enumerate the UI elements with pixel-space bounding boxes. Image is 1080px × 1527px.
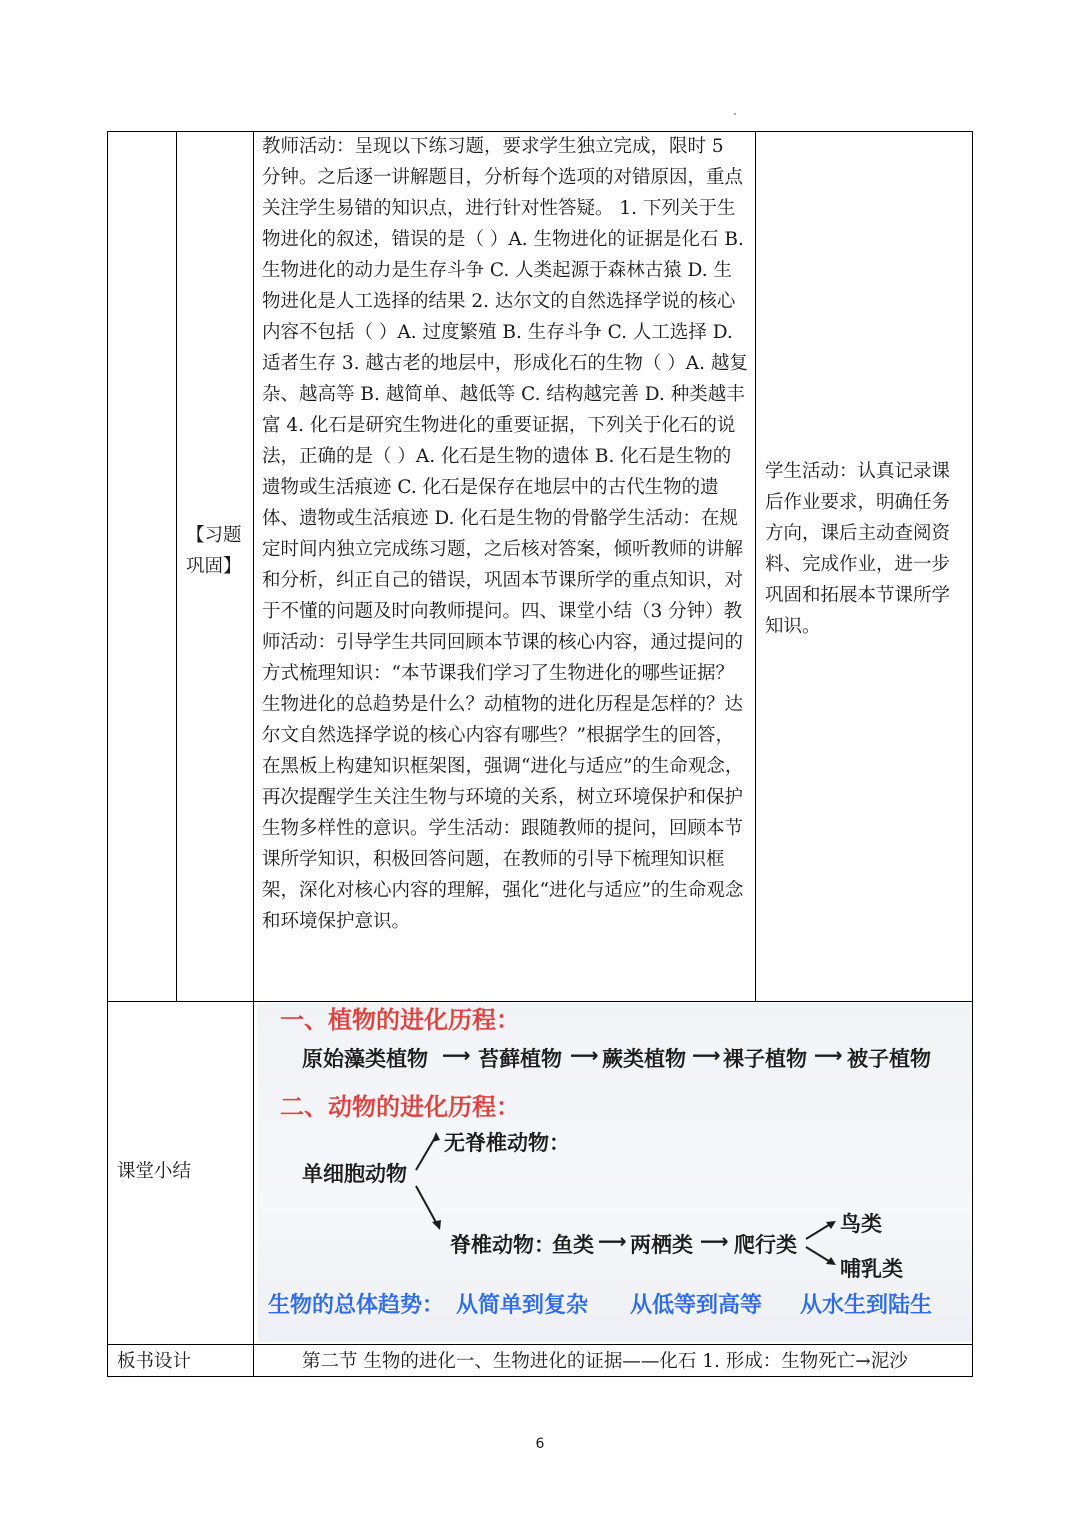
- trend-label: 生物的总体趋势：: [268, 1293, 445, 1318]
- trend-2: 从低等到高等: [630, 1293, 763, 1318]
- page-number: 6: [535, 1436, 545, 1452]
- board-design-content: 第二节 生物的进化一、生物进化的证据——化石 1. 形成：生物死亡→泥沙: [302, 1351, 908, 1372]
- plant-stage-5: 被子植物: [847, 1047, 931, 1071]
- arrow-icon: ⟶: [814, 1043, 843, 1067]
- exercise-label: 【习题巩固】: [186, 525, 242, 577]
- evolution-diagram: [258, 1003, 972, 1342]
- summary-label: 课堂小结: [117, 1161, 192, 1182]
- vertebrate-fish: 鱼类: [552, 1233, 594, 1257]
- plant-stage-2: 苔藓植物: [478, 1047, 562, 1071]
- plant-stage-4: 裸子植物: [723, 1047, 807, 1071]
- plant-heading: 一、植物的进化历程：: [280, 1006, 520, 1034]
- animal-heading: 二、动物的进化历程：: [280, 1093, 520, 1121]
- reptile-branch-arrows: [802, 1213, 842, 1273]
- arrow-icon: ⟶: [700, 1229, 729, 1253]
- arrow-icon: ⟶: [570, 1043, 599, 1067]
- trend-3: 从水生到陆生: [800, 1293, 933, 1318]
- trend-1: 从简单到复杂: [456, 1293, 589, 1318]
- board-design-label: 板书设计: [117, 1351, 192, 1372]
- arrow-icon: ⟶: [442, 1043, 471, 1067]
- student-activity: 学生活动：认真记录课后作业要求，明确任务方向，课后主动查阅资料、完成作业，进一步巩固和拓展本节课所学知识。: [765, 461, 951, 637]
- exercise-questions-paragraph: 1. 下列关于生物进化的叙述，错误的是（ ）A. 生物进化的证据是化石 B. 生物进化的动力是生存斗争 C. 人类起源于森林古猿 D. 生物进化是人工选择的结果 2. 达尔文的自然选择学说的核心内容不包括（ ）A. 过度繁殖 B. 生存斗争 C. 人工选择 D. 适者生存 3. 越古老的地层中，形成化石的生物（ ）A. 越复杂、越高等 B. 越简单、越低等 C. 结构越完善 D. 种类越丰富 4. 化石是研究生物进化的重要证据，下列关于化石的说法，正确的是（ ）A. 化石是生物的遗体 B. 化石是生物的遗物或生活痕迹 C. 化石是保存在地层中的古代生物的遗体、遗物或生活痕迹 D. 化石是生物的骨骼学生活动：在规定时间内独立完成练习题，之后核对答案，倾听教师的讲解和分析，纠正自己的错误，巩固本节课所学的重点知识，对于不懂的问题及时向教师提问。四、课堂小结（3 分钟）教师活动：引导学生共同回顾本节课的核心内容，通过提问的方式梳理知识：“本节课我们学习了生物进化的哪些证据？生物进化的总趋势是什么？动植物的进化历程是怎样的？达尔文自然选择学说的核心内容有哪些？”根据学生的回答，在黑板上构建知识框架图，强调“进化与适应”的生命观念，再次提醒学生关注生物与环境的关系，树立环境保护和保护生物多样性的意识。学生活动：跟随教师的提问，回顾本节课所学知识，积极回答问题，在教师的引导下梳理知识框架，深化对核心内容的理解，强化“进化与适应”的生命观念和环境保护意识。: [262, 198, 748, 932]
- board-design-text: [262, 1346, 972, 1377]
- plant-stage-1: 原始藻类植物: [302, 1047, 428, 1071]
- birds: 鸟类: [840, 1212, 882, 1236]
- scan-dot: [734, 113, 736, 115]
- vertebrate-prefix: 脊椎动物：: [450, 1233, 555, 1257]
- unicellular-animals: 单细胞动物: [302, 1162, 407, 1186]
- mammals: 哺乳类: [840, 1257, 903, 1281]
- exercise-content: [262, 131, 748, 937]
- vertebrate-amphibians: 两栖类: [630, 1233, 693, 1257]
- arrow-icon: ⟶: [598, 1229, 627, 1253]
- invertebrates: 无脊椎动物：: [444, 1131, 570, 1155]
- branch-arrows: [408, 1128, 458, 1233]
- teacher-activity-paragraph: 教师活动：呈现以下练习题，要求学生独立完成，限时 5 分钟。之后逐一讲解题目，分析每个选项的对错原因，重点关注学生易错的知识点，进行针对性答疑。: [262, 136, 744, 219]
- arrow-icon: ⟶: [692, 1043, 721, 1067]
- plant-stage-3: 蕨类植物: [602, 1047, 686, 1071]
- vertebrate-reptiles: 爬行类: [734, 1233, 797, 1257]
